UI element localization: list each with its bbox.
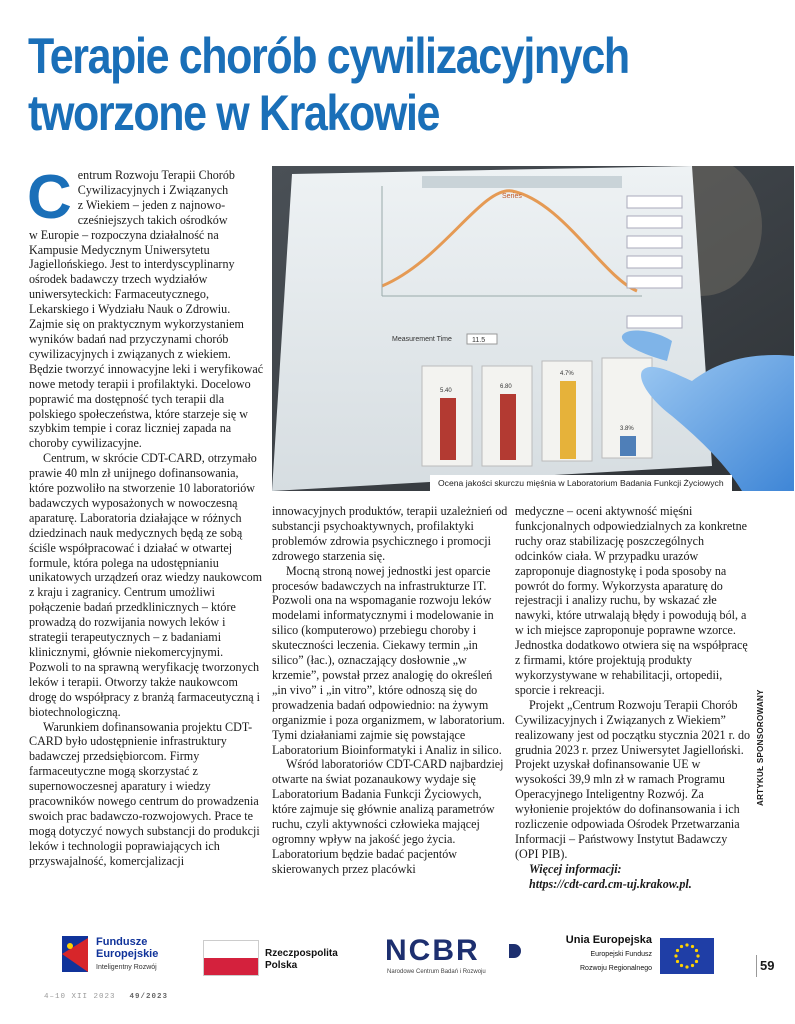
ue-line-1: Unia Europejska xyxy=(565,934,652,946)
intro-line-1: entrum Rozwoju Terapii Chorób xyxy=(77,168,235,182)
drop-cap: C xyxy=(27,163,72,232)
eu-flag-icon xyxy=(660,938,714,974)
field-value: 11.5 xyxy=(472,337,486,344)
more-info xyxy=(515,862,751,892)
ncbr-wordmark: NCBR xyxy=(385,934,480,967)
more-info-link[interactable]: https://cdt-card.cm-uj.krakow.pl. xyxy=(529,876,692,891)
paragraph-centrum: Centrum, w skrócie CDT-CARD, otrzymało prawie 40 mln zł unijnego dofinansowania, które pozwoliło na stworzenie 10 laboratoriów badawczych wyposażonych w nowoczesną aparaturę. Laboratoria działające w różnych dziedzinach nauk medycznych będą ze sobą ściśle współpracować i działać w otwartej formule, która polega na udostępnianiu unikatowych urządzeń oraz wiedzy naukowcom z kraju i zagranicy. Centrum umożliwi połączenie badań przedklinicznych – które prowadzą do rozwijania nowych leków i strategii terapeutycznych – z badaniami klinicznymi, głównie niekomercyjnymi. Pozwoli to na sprawną weryfikację tworzonych leków i terapii. Otworzy także naukowcom drogę do współpracy z branżą farmaceutyczną i biotechnologiczną. xyxy=(29,451,263,719)
footer-logos xyxy=(60,928,790,988)
paragraph-wsrod: Wśród laboratoriów CDT-CARD najbardziej otwarte na świat pozanaukowy wydaje się Laboratorium Badania Funkcji Życiowych, które zajmuje się głównie analizą parametrów ruchu, czyli aktywności człowieka mającej ogromny wpływ na jakość jego życia. Laboratorium będzie badać pacjentów skierowanych przez placówki xyxy=(272,757,504,876)
column-3 xyxy=(515,504,751,892)
photo-caption: Ocena jakości skurczu mięśnia w Laboratorium Badania Funkcji Życiowych xyxy=(430,475,732,491)
ncbr-subtitle: Narodowe Centrum Badań i Rozwoju xyxy=(387,969,486,975)
bar-label-4: 3.8% xyxy=(620,426,634,432)
logo-rzeczpospolita-polska xyxy=(203,928,353,984)
paragraph-warunkiem: Warunkiem dofinansowania projektu CDT-CARD było udostępnienie infrastruktury badawczej przedsiębiorcom. Firmy farmaceutyczne mogą skorzystać z supernowoczesnej aparatury i wiedzy pracowników nowego centrum do prowadzenia swoich prac badawczo-rozwojowych. Prace te mogą dotyczyć nowych substancji do produkcji leków i technologii poprawiających ich przyswajalność, komercjalizacji xyxy=(29,719,260,868)
fe-line-1: Fundusze xyxy=(96,936,148,948)
logo-fundusze-europejskie xyxy=(60,928,180,984)
page-number-divider xyxy=(756,955,757,977)
page-number: 59 xyxy=(760,958,775,973)
paragraph-medyczne: medyczne – oceni aktywność mięśni funkcjonalnych odpowiedzialnych za konkretne ruchy oraz stabilizację poszczególnych odcinków ciała. W przypadku urazów zaproponuje diagnostykę i poda sposoby na powrót do formy. Wykorzysta aparaturę do rejestracji i analizy ruchu, by wskazać złe nawyki, które utrwalają błędy i powodują ból, a w ich miejsce zaproponuje poprawne wzorce. Jednostka dodatkowo otwiera się na współpracę z firmami, które projektują produkty wykorzystywane w rehabilitacji, ortopedii, sporcie i rekreacji. xyxy=(515,504,748,697)
paragraph-innowacyjnych: innowacyjnych produktów, terapii uzależnień od substancji psychoaktywnych, profilaktyki problemów zdrowia psychicznego i promocji zdrowego starzenia się. xyxy=(272,504,508,563)
column-2 xyxy=(272,504,508,877)
bar-label-2: 6.80 xyxy=(500,384,512,390)
intro-rest: w Europie – rozpoczyna działalność na Kampusie Medycznym Uniwersytetu Jagiellońskiego. Jest to interdyscyplinarny ośrodek badawczy trzech wydziałów uniwersyteckich: Farmaceutycznego, Lekarskiego i Wydziału Nauk o Zdrowiu. Zajmie się on praktycznym wykorzystaniem wyników badań nad przyczynami chorób cywilizacyjnych i związanych z wiekiem. Będzie tworzyć innowacyjne leki i weryfikować nowe metody terapii i profilaktyki. Docelowo poprawić ma dostępność tych terapii dla polskiego społeczeństwa, które starzeje się w szybkim tempie i coraz liczniej zapada na choroby cywilizacyjne. xyxy=(29,227,264,451)
fe-line-3: Inteligentny Rozwój xyxy=(96,964,157,971)
lab-photo-illustration xyxy=(272,166,794,491)
rp-line-1: Rzeczpospolita xyxy=(265,948,338,959)
column-1 xyxy=(27,163,265,869)
lab-photo xyxy=(272,166,794,491)
paragraph-mocna: Mocną stroną nowej jednostki jest oparcie procesów badawczych na infrastrukturze IT. Pozwoli ona na wspomaganie rozwoju leków modelami informatycznymi i modelowanie in silico (komputerowo) przebiegu choroby i skuteczności leczenia. Ciekawy termin „in silico” (łac.), oznaczający dosłownie „w krzemie”, powstał przez analogię do określeń „in vivo” i „in vitro”, które odnoszą się do prowadzenia badań odpowiednio: na żywym organizmie i poza organizmem, w laboratorium. Tymi działaniami zajmie się powstające Laboratorium Bioinformatyki i Analiz in silico. xyxy=(272,563,505,757)
field-label: Measurement Time xyxy=(392,336,452,343)
bar-label-1: 5.40 xyxy=(440,388,452,394)
ue-line-2: Europejski Fundusz xyxy=(590,951,652,958)
bar-label-3: 4.7% xyxy=(560,371,574,377)
chart-series-label: Series xyxy=(502,193,522,200)
issue-dates: 4–10 XII 2023 xyxy=(44,993,116,1001)
intro-line-2: Cywilizacyjnych i Związanych xyxy=(77,182,229,197)
sponsored-label: ARTYKUŁ SPONSOROWANY xyxy=(756,689,765,806)
fe-logo-icon xyxy=(60,934,90,974)
logo-unia-europejska xyxy=(560,928,720,984)
ncbr-mark-icon xyxy=(509,944,521,958)
polish-flag-icon xyxy=(203,940,259,976)
intro-line-3: z Wiekiem – jeden z najnowo- xyxy=(77,197,226,212)
issue-number: 49/2023 xyxy=(129,993,169,1001)
paragraph-projekt: Projekt „Centrum Rozwoju Terapii Chorób Cywilizacyjnych i Związanych z Wiekiem” realizowany jest od początku stycznia 2021 r. do grudnia 2023 r. przez Uniwersytet Jagielloński. Projekt uzyskał dofinansowanie UE w wysokości 39,9 mln zł w ramach Programu Operacyjnego Inteligentny Rozwój. Za wyłonienie projektów do dofinansowania i ich rozliczenie odpowiada Ośrodek Przetwarzania Informacji – Państwowy Instytut Badawczy (OPI PIB). xyxy=(515,697,751,861)
title-line-2: tworzone w Krakowie xyxy=(28,85,440,141)
intro-line-4: cześniejszych takich ośrodków xyxy=(77,212,228,227)
ue-line-3: Rozwoju Regionalnego xyxy=(580,965,652,972)
title-line-1: Terapie chorób cywilizacyjnych xyxy=(28,28,629,84)
logo-ncbr xyxy=(385,928,525,984)
fe-line-2: Europejskie xyxy=(96,948,159,960)
article-title xyxy=(28,28,664,142)
more-info-label: Więcej informacji: xyxy=(529,861,622,876)
rp-line-2: Polska xyxy=(265,960,298,971)
issue-info xyxy=(44,993,168,1001)
paragraph-intro xyxy=(27,163,265,451)
